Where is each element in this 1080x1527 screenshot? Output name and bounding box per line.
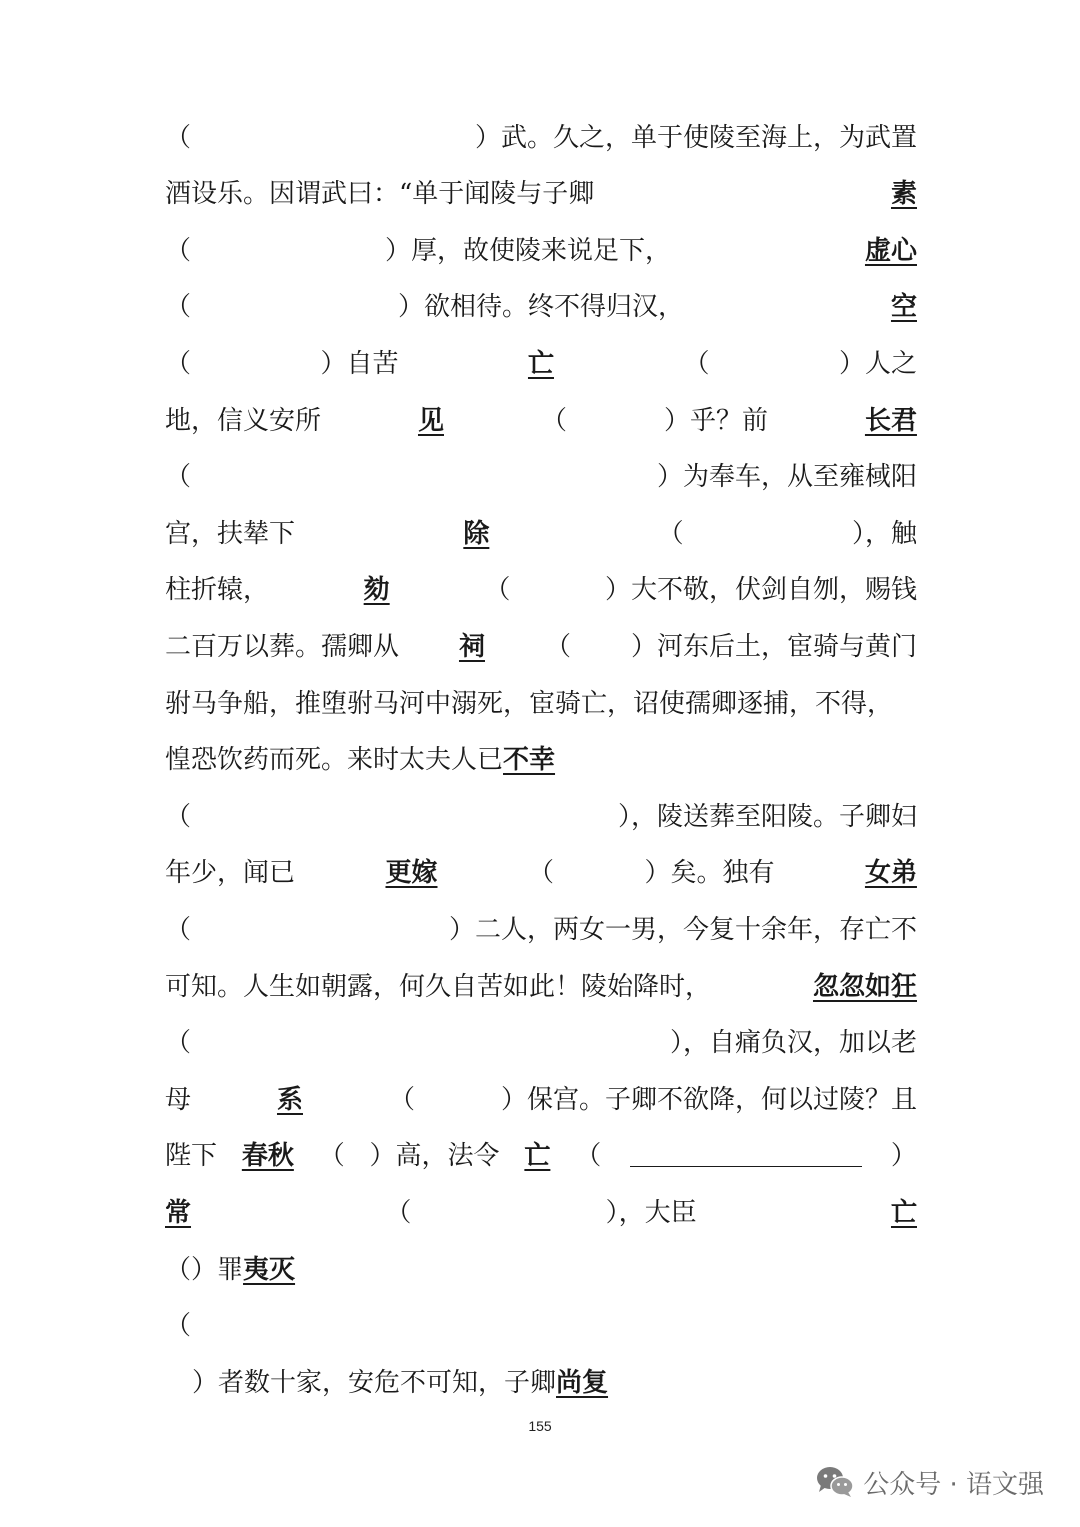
text-line xyxy=(165,172,917,212)
underlined-term: 祠 xyxy=(458,631,485,662)
answer-blank xyxy=(630,1140,862,1167)
text-segment: ），自痛负汉，加以老 xyxy=(669,1028,917,1059)
text-line xyxy=(165,964,917,1004)
text-segment: （ xyxy=(544,631,571,662)
text-segment: ），大臣 xyxy=(605,1197,697,1228)
underlined-term: 亡 xyxy=(524,1141,551,1172)
underlined-term: 夷灭 xyxy=(243,1254,296,1285)
text-segment: 母 xyxy=(165,1084,192,1115)
text-line xyxy=(165,1304,917,1344)
text-segment: （ xyxy=(165,462,192,493)
underlined-term: 不幸 xyxy=(503,745,556,776)
text-line xyxy=(165,1021,917,1061)
text-segment: （ xyxy=(385,1197,412,1228)
underlined-term: 常 xyxy=(165,1197,192,1228)
text-segment: （ xyxy=(484,575,511,606)
text-segment: ）自苦 xyxy=(320,348,399,379)
underlined-term: 劾 xyxy=(363,575,390,606)
text-segment: ）高，法令 xyxy=(369,1141,500,1172)
text-segment: 地，信义安所 xyxy=(165,405,322,436)
text-segment: 惶恐饮药而死。来时太夫人已 xyxy=(165,745,504,776)
text-segment: ）乎？前 xyxy=(663,405,768,436)
text-line xyxy=(165,1077,917,1117)
text-segment: 酒设乐。因谓武曰：“单于闻陵与子卿 xyxy=(165,179,595,210)
text-segment: ）厚，故使陵来说足下， xyxy=(384,235,671,266)
underlined-term: 亡 xyxy=(527,348,554,379)
text-segment: ），触 xyxy=(851,518,917,549)
text-segment: 驸马争船，推堕驸马河中溺死，宦骑亡，诏使孺卿逐捕，不得， xyxy=(165,688,894,719)
underlined-term: 空 xyxy=(890,292,917,323)
underlined-term: 女弟 xyxy=(864,858,917,889)
text-segment: ）为奉车，从至雍棫阳 xyxy=(656,462,917,493)
text-segment: ）二人，两女一男，今复十余年，存亡不 xyxy=(448,914,917,945)
text-segment: ）大不敬，伏剑自刎，赐钱 xyxy=(604,575,917,606)
text-line xyxy=(165,1190,917,1230)
text-segment: （ xyxy=(527,858,554,889)
underlined-term: 春秋 xyxy=(241,1141,294,1172)
text-line xyxy=(165,115,917,155)
text-line xyxy=(165,738,917,778)
text-segment: （ xyxy=(575,1141,602,1172)
underlined-term: 素 xyxy=(890,179,917,210)
text-segment: （ xyxy=(165,122,192,153)
text-segment: （ xyxy=(683,348,710,379)
text-segment: （ xyxy=(165,1028,192,1059)
underlined-term: 尚复 xyxy=(556,1367,609,1398)
text-segment: ）武。久之，单于使陵至海上，为武置 xyxy=(474,122,917,153)
underlined-term: 更嫁 xyxy=(385,858,438,889)
text-segment: （ xyxy=(165,1254,192,1285)
text-segment: （ xyxy=(657,518,684,549)
text-segment: ）河东后土，宦骑与黄门 xyxy=(630,631,917,662)
text-segment: ）保宫。子卿不欲降，何以过陵？且 xyxy=(500,1084,917,1115)
text-segment: 年少，闻已 xyxy=(165,858,296,889)
text-line xyxy=(165,568,917,608)
text-segment: 柱折辕， xyxy=(165,575,270,606)
text-line xyxy=(192,1360,944,1400)
text-segment: 可知。人生如朝露，何久自苦如此！陵始降时， xyxy=(165,971,712,1002)
text-line xyxy=(165,1247,917,1287)
underlined-term: 长君 xyxy=(864,405,917,436)
text-line xyxy=(165,285,917,325)
page-number: 155 xyxy=(528,1418,552,1434)
text-segment: ）欲相待。终不得归汉， xyxy=(397,292,684,323)
text-line xyxy=(165,624,917,664)
text-segment: （ xyxy=(165,1311,192,1342)
text-segment: （ xyxy=(165,801,192,832)
text-segment: （ xyxy=(165,292,192,323)
text-segment: （ xyxy=(165,914,192,945)
underlined-term: 亡 xyxy=(890,1197,917,1228)
text-segment: 宫，扶辇下 xyxy=(165,518,296,549)
text-segment: ）者数十家，安危不可知，子卿 xyxy=(192,1367,557,1398)
text-line xyxy=(165,907,917,947)
underlined-term: 忽忽如狂 xyxy=(812,971,917,1002)
text-line xyxy=(165,455,917,495)
text-segment: ）矣。独有 xyxy=(644,858,775,889)
watermark-text: 公众号 · 语文强 xyxy=(863,1469,1044,1500)
underlined-term: 虚心 xyxy=(864,235,917,266)
text-line xyxy=(165,794,917,834)
wechat-icon xyxy=(815,1465,855,1499)
text-segment: ） xyxy=(890,1141,917,1172)
text-line xyxy=(165,398,917,438)
text-line xyxy=(165,341,917,381)
watermark xyxy=(815,1462,1044,1502)
text-segment: （ xyxy=(165,235,192,266)
text-segment: 二百万以葬。孺卿从 xyxy=(165,631,400,662)
text-line xyxy=(165,1134,917,1174)
text-segment: （ xyxy=(165,348,192,379)
text-segment: （ xyxy=(540,405,567,436)
underlined-term: 见 xyxy=(417,405,444,436)
text-line xyxy=(165,511,917,551)
text-segment: ）人之 xyxy=(838,348,917,379)
text-segment: ），陵送葬至阳陵。子卿妇 xyxy=(617,801,917,832)
text-line xyxy=(165,228,917,268)
text-segment: （ xyxy=(388,1084,415,1115)
text-line xyxy=(165,851,917,891)
underlined-term: 除 xyxy=(463,518,490,549)
underlined-term: 系 xyxy=(276,1084,303,1115)
text-segment: （ xyxy=(318,1141,345,1172)
text-line xyxy=(165,681,917,721)
text-segment: ）罪 xyxy=(191,1254,244,1285)
text-segment: 陛下 xyxy=(165,1141,218,1172)
